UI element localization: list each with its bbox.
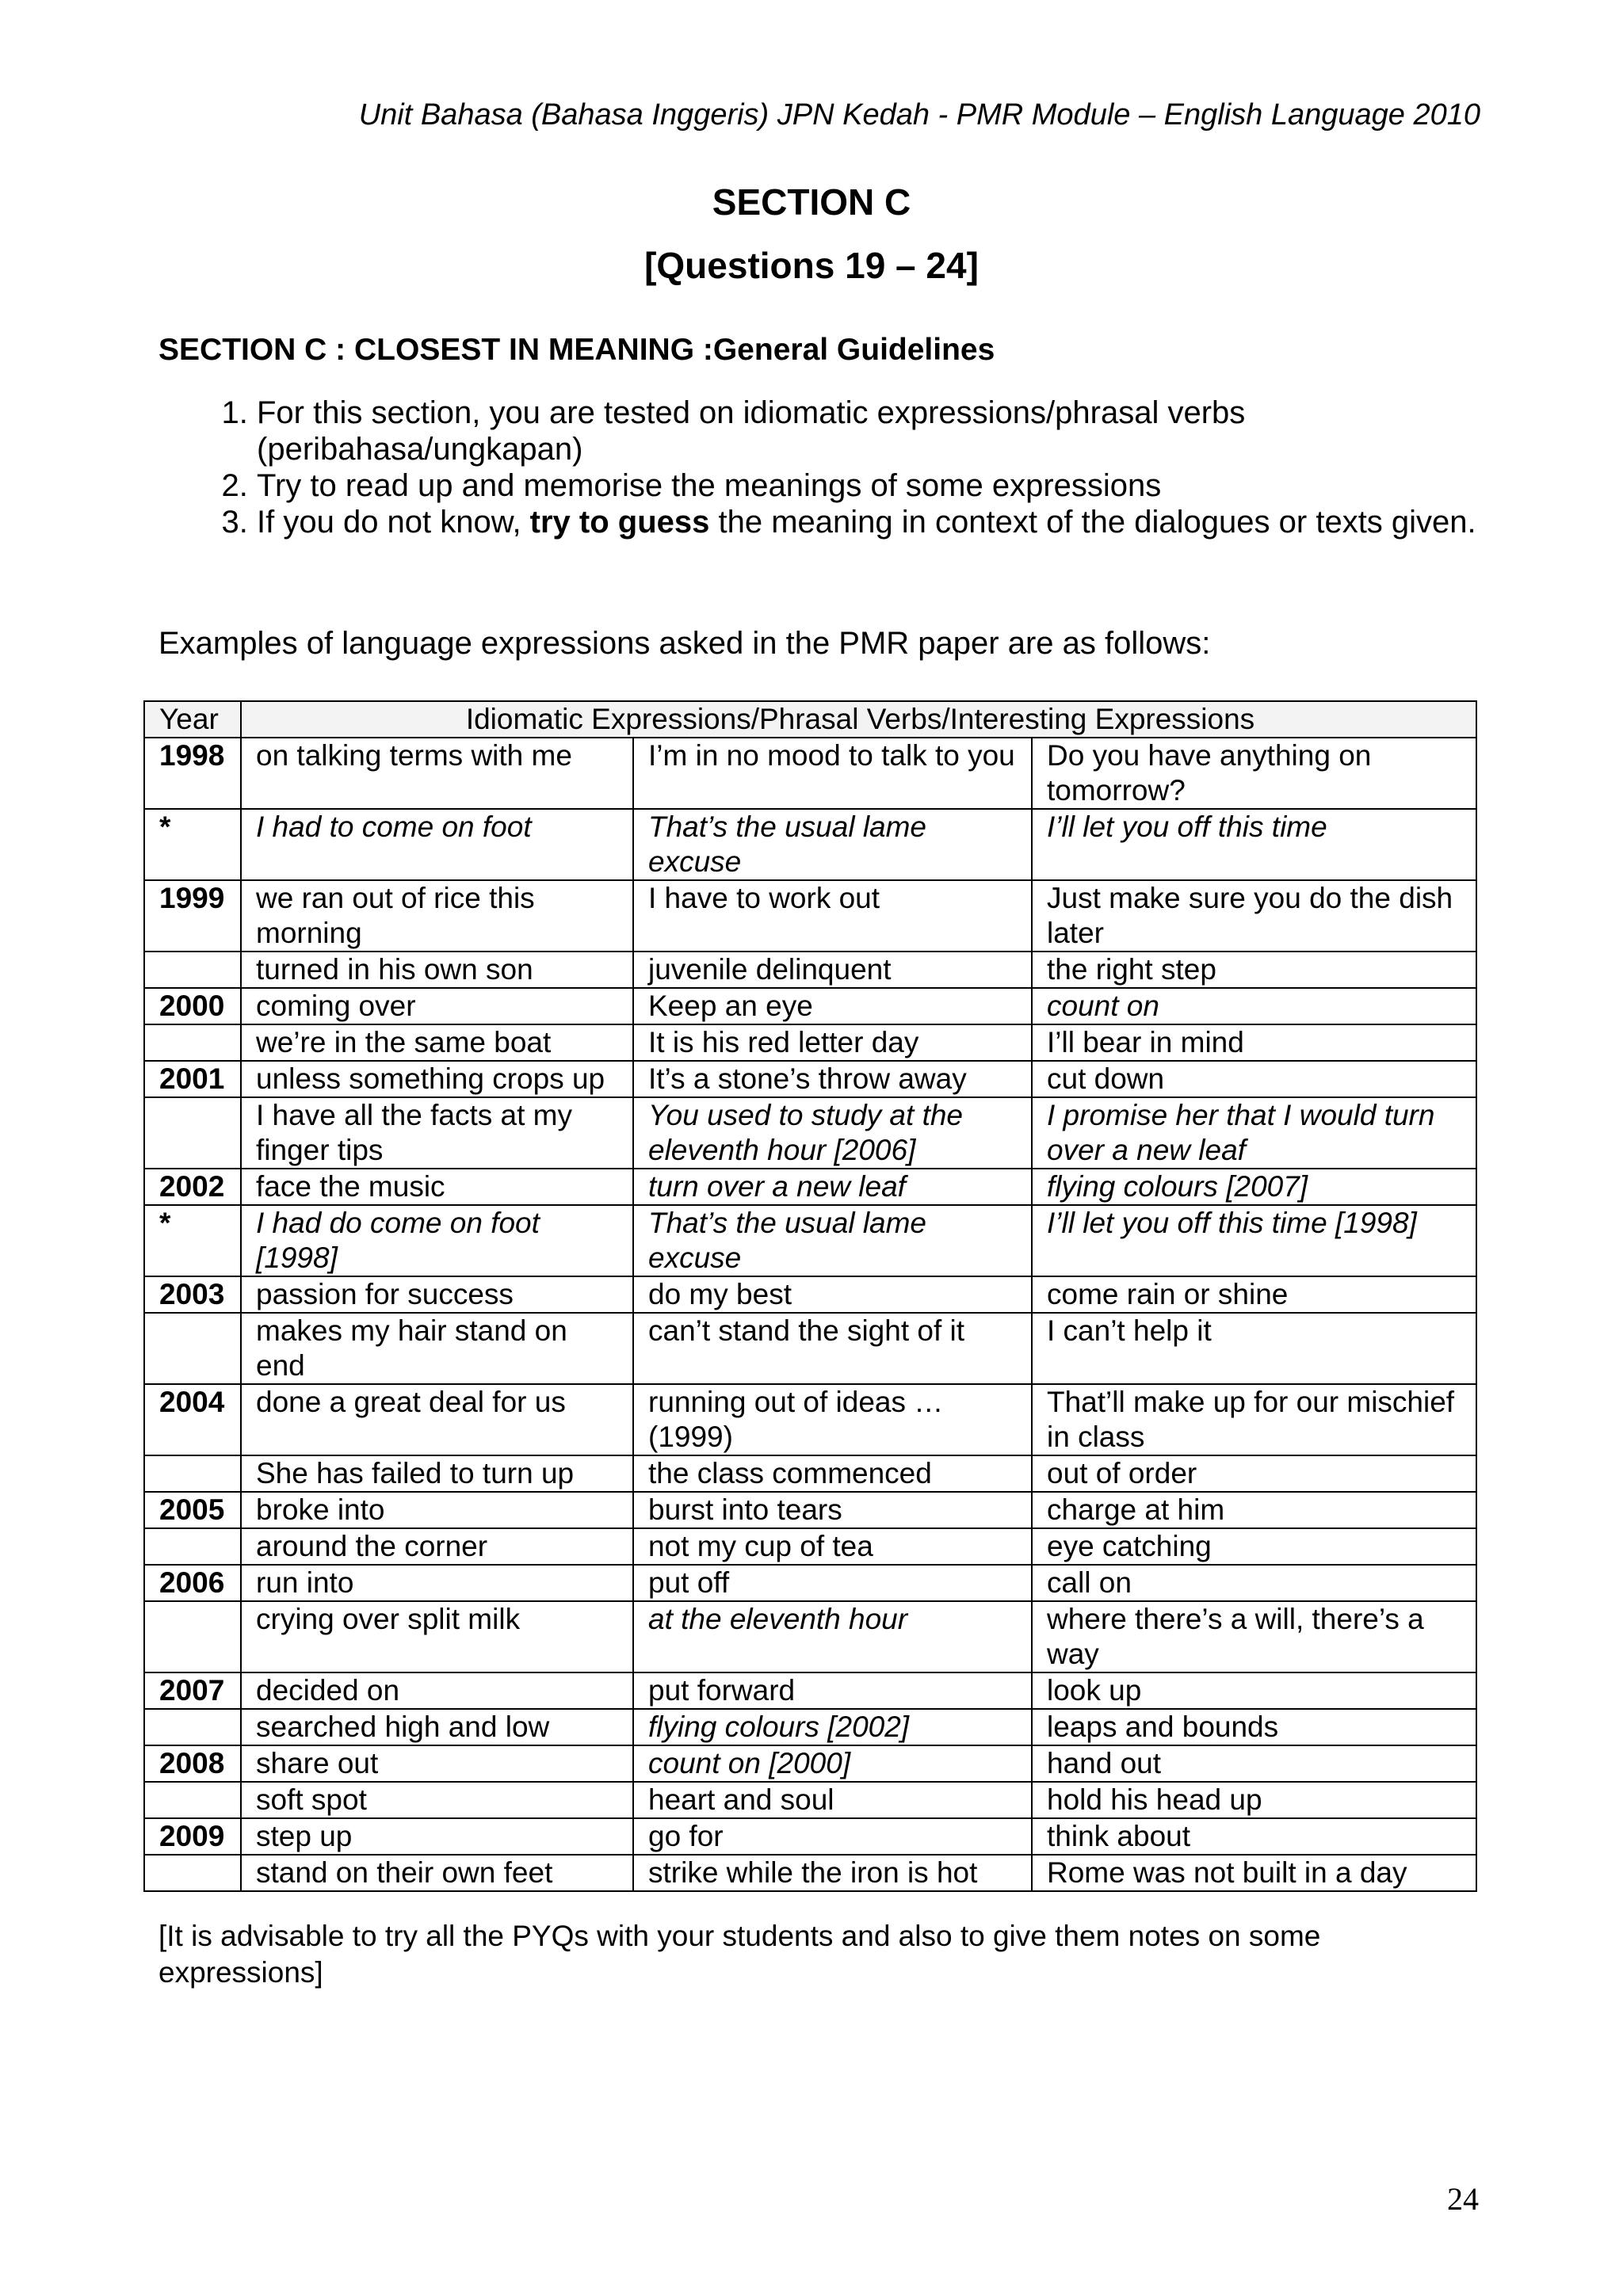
expression-cell: stand on their own feet [241,1855,633,1891]
expression-cell: I’ll bear in mind [1032,1024,1476,1061]
expression-cell: do my best [633,1276,1032,1313]
table-body [144,738,1476,1891]
expression-cell: strike while the iron is hot [633,1855,1032,1891]
table-row [144,1745,1476,1782]
expression-cell: put forward [633,1672,1032,1709]
year-cell: 2001 [144,1061,241,1097]
expression-cell: not my cup of tea [633,1528,1032,1565]
year-cell: 2009 [144,1818,241,1855]
questions-label: Questions 19 – 24] [656,245,979,286]
expression-cell: out of order [1032,1455,1476,1492]
table-row [144,988,1476,1024]
table-row [144,1205,1476,1276]
guidelines-heading: SECTION C : CLOSEST IN MEANING :General Guidelines [158,333,995,367]
expression-cell: I had do come on foot [1998] [241,1205,633,1276]
table-row [144,1169,1476,1205]
expression-cell: the right step [1032,952,1476,988]
year-cell: 2008 [144,1745,241,1782]
expression-cell: eye catching [1032,1528,1476,1565]
table-row [144,952,1476,988]
expression-cell: flying colours [2007] [1032,1169,1476,1205]
expression-cell: around the corner [241,1528,633,1565]
expression-cell: turned in his own son [241,952,633,988]
guideline-item [257,504,1556,540]
expression-cell: That’s the usual lame excuse [633,1205,1032,1276]
year-cell [144,952,241,988]
section-title: SECTION C [712,181,911,223]
expression-cell: I had to come on foot [241,809,633,880]
year-cell: 2004 [144,1384,241,1455]
guideline-text: If you do not know, [257,505,530,540]
expression-cell: Do you have anything on tomorrow? [1032,738,1476,809]
expression-cell: crying over split milk [241,1601,633,1672]
year-cell: 2002 [144,1169,241,1205]
year-cell [144,1855,241,1891]
intro-text: Examples of language expressions asked in the PMR paper are as follows: [158,626,1211,661]
year-cell: 2005 [144,1492,241,1528]
expression-cell: burst into tears [633,1492,1032,1528]
expression-cell: where there’s a will, there’s a way [1032,1601,1476,1672]
expression-cell: It is his red letter day [633,1024,1032,1061]
expression-cell: coming over [241,988,633,1024]
questions-bracket: [ [644,245,657,286]
expression-cell: come rain or shine [1032,1276,1476,1313]
questions-range [0,244,1623,287]
expression-cell: soft spot [241,1782,633,1818]
year-cell: 1998 [144,738,241,809]
footnote: [It is advisable to try all the PYQs with your students and also to give them notes on some expressions] [158,1920,1321,1989]
table-row [144,1384,1476,1455]
guideline-item: 2. Try to read up and memorise the meanings of some expressions [257,467,1556,504]
table-row [144,1492,1476,1528]
table-row [144,809,1476,880]
table-row [144,1024,1476,1061]
expression-cell: we ran out of rice this morning [241,880,633,952]
expression-cell: I’ll let you off this time [1998] [1032,1205,1476,1276]
table-row [144,1818,1476,1855]
year-cell [144,1097,241,1169]
table-row [144,1782,1476,1818]
expression-cell: flying colours [2002] [633,1709,1032,1745]
year-cell [144,1601,241,1672]
expression-cell: count on [2000] [633,1745,1032,1782]
expression-cell: the class commenced [633,1455,1032,1492]
expression-cell: She has failed to turn up [241,1455,633,1492]
year-header: Year [144,701,241,738]
guideline-text: the meaning in context of the dialogues or texts given. [709,505,1476,540]
expressions-header: Idiomatic Expressions/Phrasal Verbs/Interesting Expressions [241,701,1476,738]
table-header-row [144,701,1476,738]
page-number: 24 [1447,2181,1479,2217]
expression-cell: unless something crops up [241,1061,633,1097]
expression-cell: think about [1032,1818,1476,1855]
year-cell: * [144,809,241,880]
expression-cell: I have to work out [633,880,1032,952]
year-cell: 2003 [144,1276,241,1313]
expression-cell: That’s the usual lame excuse [633,809,1032,880]
table-row [144,1855,1476,1891]
expression-cell: run into [241,1565,633,1601]
table-row [144,1601,1476,1672]
table-row [144,1276,1476,1313]
year-cell [144,1455,241,1492]
table-row [144,880,1476,952]
expression-cell: decided on [241,1672,633,1709]
expression-cell: Just make sure you do the dish later [1032,880,1476,952]
table-row [144,1709,1476,1745]
year-cell [144,1782,241,1818]
year-cell: 2006 [144,1565,241,1601]
expression-cell: count on [1032,988,1476,1024]
expression-cell: done a great deal for us [241,1384,633,1455]
guideline-item: 1. For this section, you are tested on idiomatic expressions/phrasal verbs (peribahasa/ungkapan) [257,395,1556,467]
expression-cell: I can’t help it [1032,1313,1476,1384]
expression-cell: That’ll make up for our mischief in class [1032,1384,1476,1455]
expression-cell: can’t stand the sight of it [633,1313,1032,1384]
table-row [144,1565,1476,1601]
expression-cell: hold his head up [1032,1782,1476,1818]
expression-cell: hand out [1032,1745,1476,1782]
expression-cell: charge at him [1032,1492,1476,1528]
expression-cell: turn over a new leaf [633,1169,1032,1205]
table-row [144,1528,1476,1565]
expression-cell: share out [241,1745,633,1782]
expression-cell: put off [633,1565,1032,1601]
table-row [144,1672,1476,1709]
expression-cell: passion for success [241,1276,633,1313]
expression-cell: I promise her that I would turn over a new leaf [1032,1097,1476,1169]
guidelines-list [158,395,1556,540]
expression-cell: I’ll let you off this time [1032,809,1476,880]
expression-cell: go for [633,1818,1032,1855]
expressions-table [143,700,1477,1892]
expression-cell: broke into [241,1492,633,1528]
table-row [144,1313,1476,1384]
guideline-emphasis: try to guess [529,505,710,540]
expression-cell: look up [1032,1672,1476,1709]
expression-cell: It’s a stone’s throw away [633,1061,1032,1097]
expression-cell: on talking terms with me [241,738,633,809]
year-cell: * [144,1205,241,1276]
year-cell: 2007 [144,1672,241,1709]
year-cell [144,1024,241,1061]
expression-cell: we’re in the same boat [241,1024,633,1061]
expression-cell: juvenile delinquent [633,952,1032,988]
expression-cell: heart and soul [633,1782,1032,1818]
expression-cell: running out of ideas … (1999) [633,1384,1032,1455]
table-row [144,1061,1476,1097]
running-header: Unit Bahasa (Bahasa Inggeris) JPN Kedah - PMR Module – English Language 2010 [358,98,1480,132]
expression-cell: step up [241,1818,633,1855]
expression-cell: Rome was not built in a day [1032,1855,1476,1891]
table-row [144,1097,1476,1169]
year-cell [144,1313,241,1384]
expression-cell: You used to study at the eleventh hour [2006] [633,1097,1032,1169]
year-cell: 1999 [144,880,241,952]
expression-cell: I’m in no mood to talk to you [633,738,1032,809]
year-cell: 2000 [144,988,241,1024]
expression-cell: makes my hair stand on end [241,1313,633,1384]
expression-cell: Keep an eye [633,988,1032,1024]
expression-cell: I have all the facts at my finger tips [241,1097,633,1169]
table-row [144,738,1476,809]
expression-cell: searched high and low [241,1709,633,1745]
year-cell [144,1528,241,1565]
expression-cell: at the eleventh hour [633,1601,1032,1672]
expression-cell: leaps and bounds [1032,1709,1476,1745]
table-row [144,1455,1476,1492]
year-cell [144,1709,241,1745]
expression-cell: cut down [1032,1061,1476,1097]
expression-cell: call on [1032,1565,1476,1601]
expression-cell: face the music [241,1169,633,1205]
